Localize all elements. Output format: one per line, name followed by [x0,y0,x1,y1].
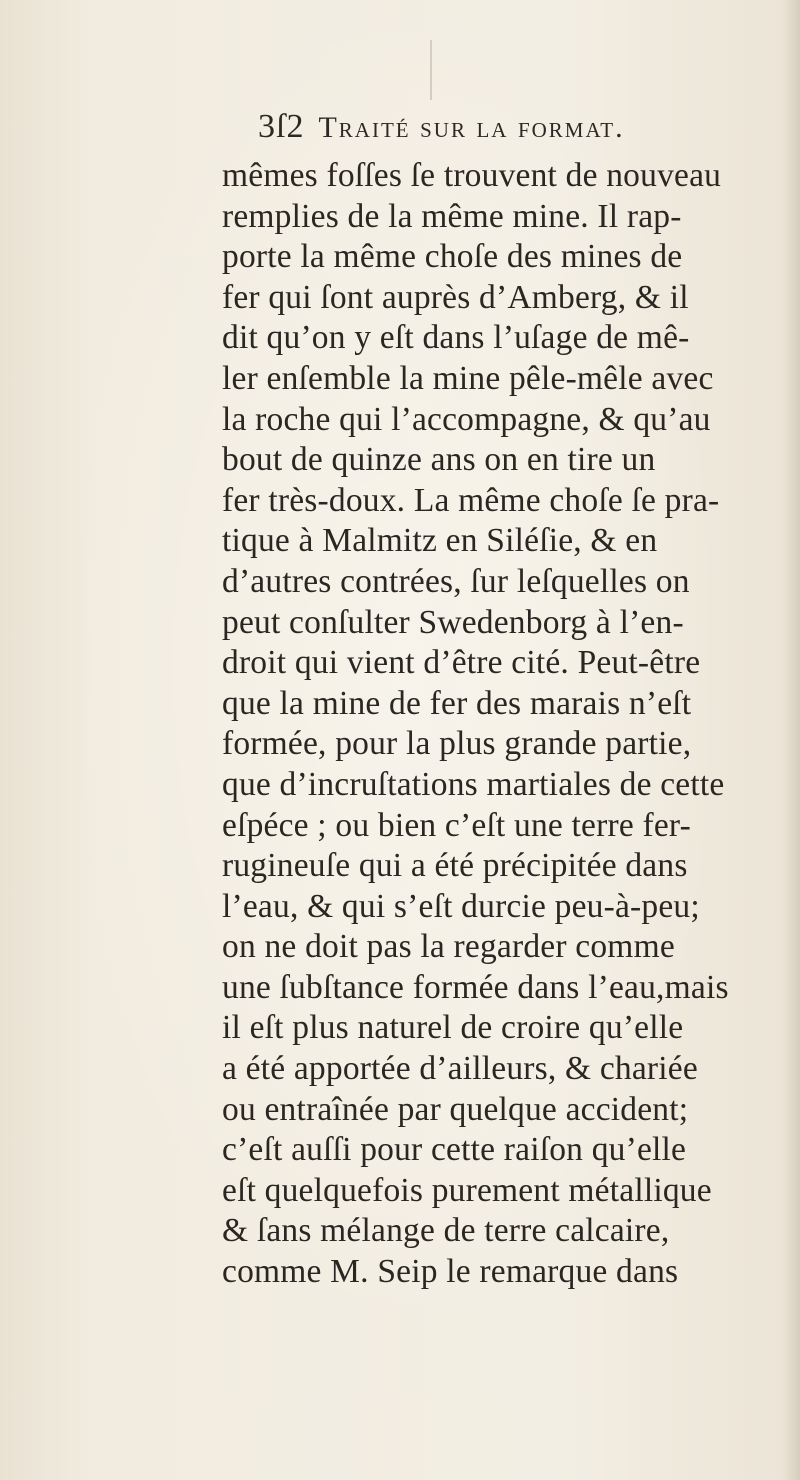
text-line: droit qui vient d’être cité. Peut-être [222,644,701,682]
text-line: bout de quinze ans on en tire un [222,441,656,479]
paper-mark [430,40,432,100]
text-line: c’eſt auſſi pour cette raiſon qu’elle [222,1131,687,1169]
text-line: formée, pour la plus grande partie, [222,725,692,763]
text-line: peut conſulter Swedenborg à l’en- [222,603,684,641]
text-line: d’autres contrées, ſur leſquelles on [222,562,690,600]
text-line: on ne doit pas la regarder comme [222,928,675,966]
text-line: l’eau, & qui s’eſt durcie peu-à-peu; [222,887,700,925]
body-text [222,156,792,1293]
text-line: a été apportée d’ailleurs, & chariée [222,1050,698,1088]
text-line: & ſans mélange de terre calcaire, [222,1212,670,1250]
text-line: ou entraînée par quelque accident; [222,1090,689,1128]
text-line: eſpéce ; ou bien c’eſt une terre fer- [222,806,691,844]
text-line: remplies de la même mine. Il rap- [222,197,682,235]
text-line: comme M. Seip le remarque dans [222,1253,679,1291]
text-line: porte la même choſe des mines de [222,238,683,276]
text-line: la roche qui l’accompagne, & qu’au [222,400,711,438]
text-line: une ſubſtance formée dans l’eau,mais [222,968,729,1006]
text-line: que la mine de fer des marais n’eſt [222,684,692,722]
text-line: fer très-doux. La même choſe ſe pra- [222,481,720,519]
text-line: eſt quelquefois purement métallique [222,1171,712,1209]
text-line: mêmes foſſes ſe trouvent de nouveau [222,157,722,194]
text-line: dit qu’on y eſt dans l’uſage de mê- [222,319,690,357]
page-header [258,108,778,156]
text-line: fer qui ſont auprès d’Amberg, & il [222,278,689,316]
text-line: rugineuſe qui a été précipitée dans [222,847,688,885]
text-line: que d’incruſtations martiales de cette [222,765,725,803]
running-title: Traité sur la format. [318,111,625,144]
text-line: ler enſemble la mine pêle-mêle avec [222,359,714,397]
text-line: il eſt plus naturel de croire qu’elle [222,1009,684,1047]
page-number: 3ſ2 [258,108,305,145]
text-line: tique à Malmitz en Siléſie, & en [222,522,658,560]
